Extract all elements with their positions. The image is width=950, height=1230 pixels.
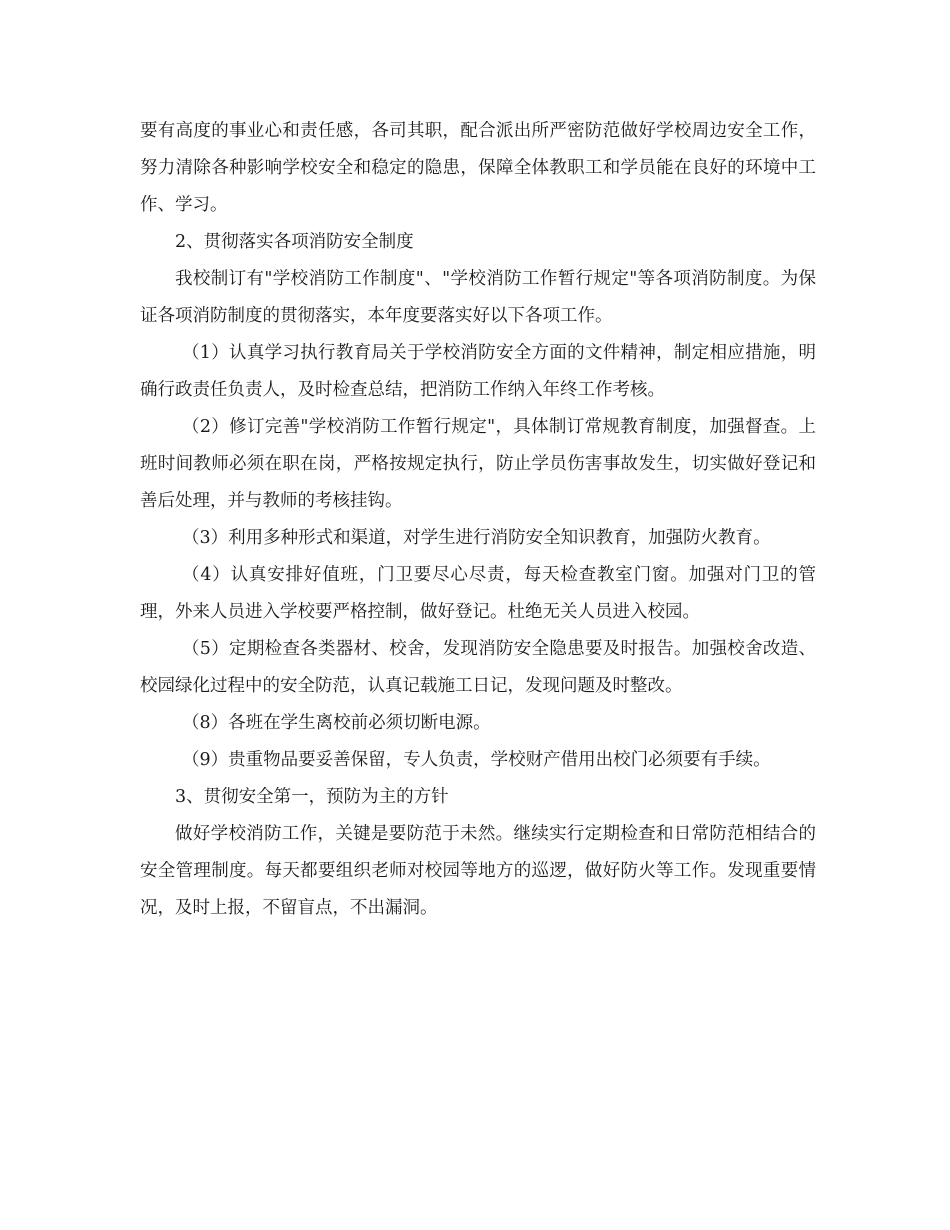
list-item-8: （8）各班在学生离校前必须切断电源。 <box>182 713 491 733</box>
paragraph-continuation: 要有高度的事业心和责任感，各司其职，配合派出所严密防范做好学校周边安全工作，努力清除各种影响学校安全和稳定的隐患，保障全体教职工和学员能在良好的环境中工作、学习。 <box>140 121 816 215</box>
list-item-5: （5）定期检查各类器材、校舍，发现消防安全隐患要及时报告。加强校舍改造、校园绿化过程中的安全防范，认真记载施工日记，发现问题及时整改。 <box>140 639 816 696</box>
paragraph-prevention: 做好学校消防工作，关键是要防范于未然。继续实行定期检查和日常防范相结合的安全管理制度。每天都要组织老师对校园等地方的巡逻，做好防火等工作。发现重要情况，及时上报，不留盲点，不出漏洞。 <box>140 824 816 918</box>
section-heading-3: 3、贯彻安全第一，预防为主的方针 <box>175 787 449 807</box>
list-item-1: （1）认真学习执行教育局关于学校消防安全方面的文件精神，制定相应措施，明确行政责任负责人，及时检查总结，把消防工作纳入年终工作考核。 <box>140 343 816 400</box>
section-heading-2: 2、贯彻落实各项消防安全制度 <box>175 232 414 252</box>
document-body <box>140 113 816 927</box>
paragraph-fire-rules: 我校制订有"学校消防工作制度"、"学校消防工作暂行规定"等各项消防制度。为保证各项消防制度的贯彻落实，本年度要落实好以下各项工作。 <box>140 269 816 326</box>
list-item-4: （4）认真安排好值班，门卫要尽心尽责，每天检查教室门窗。加强对门卫的管理，外来人员进入学校要严格控制，做好登记。杜绝无关人员进入校园。 <box>140 565 816 622</box>
list-item-3: （3）利用多种形式和渠道，对学生进行消防安全知识教育，加强防火教育。 <box>182 528 771 548</box>
list-item-2: （2）修订完善"学校消防工作暂行规定"，具体制订常规教育制度，加强督查。上班时间教师必须在职在岗，严格按规定执行，防止学员伤害事故发生，切实做好登记和善后处理，并与教师的考核挂钩。 <box>140 417 816 511</box>
list-item-9: （9）贵重物品要妥善保留，专人负责，学校财产借用出校门必须要有手续。 <box>182 750 771 770</box>
